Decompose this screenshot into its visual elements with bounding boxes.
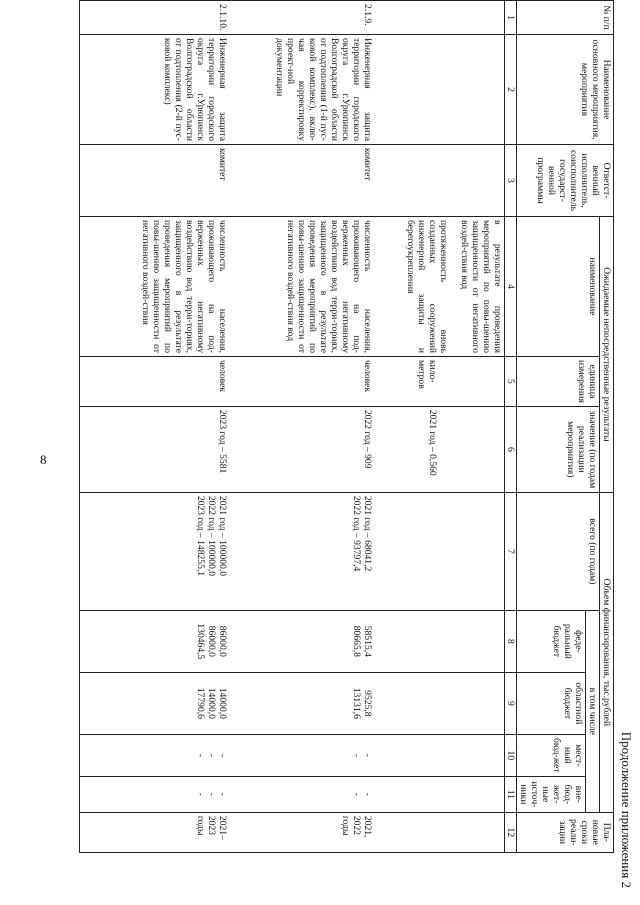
header-federal: феде-ральный бюджет: [517, 610, 586, 672]
row-result: численность населения, проживающего на под-верженных негативному воздействию вод терри-ториях, защищенного в результате проведения мероприятий по повы-шению защищенности от негативного воздей-ствия вод: [230, 217, 375, 357]
regional-value: 14000,0: [206, 687, 218, 719]
row-name: Инженерная защита территории городского округа г.Урюпинск Волгоградской области от подтопления (2-й пус-ковой комплекс): [80, 35, 230, 145]
col-num: 6: [505, 406, 517, 492]
header-local: мест-ный бюд-жет: [517, 734, 586, 776]
header-fin-incl: в том числе: [586, 610, 600, 812]
header-result-value: значение (по годам реализации мероприятия): [517, 406, 600, 492]
col-num: 8: [505, 610, 517, 672]
col-num: 9: [505, 672, 517, 734]
page-number: 8: [40, 452, 47, 467]
row-result: численность населения, проживающего на под-верженных негативному воздействию вод терри-ториях, защищенного в результате проведения мероприятий по повы-шению защищенности от негативного воздей-ствия: [80, 217, 230, 357]
header-financing: Объем финансирования, тыс.рублей: [600, 492, 614, 812]
header-years: Пла-новые сроки реали-зации: [517, 812, 614, 852]
header-extra: вне-бюд-жет-ные источ-ники: [517, 776, 586, 812]
extra-value: -: [195, 792, 207, 796]
row-no: 2.1.10.: [80, 1, 230, 35]
federal-value: 58515,4: [362, 625, 374, 657]
col-num: 7: [505, 492, 517, 610]
row-unit: человек: [230, 357, 375, 407]
extra-value: -: [362, 792, 374, 796]
row-responsible: комитет: [80, 145, 230, 217]
federal-value: 80665,8: [351, 625, 363, 657]
column-number-row: [505, 1, 517, 853]
header-results: Ожидаемые непосредственные результаты: [600, 217, 614, 493]
result-unit-km: кило-метров: [416, 360, 438, 389]
extra-value: -: [206, 792, 218, 796]
federal-value: 86000,0: [206, 625, 218, 657]
table-row: [230, 1, 375, 853]
local-value: -: [362, 753, 374, 757]
local-value: -: [195, 753, 207, 757]
header-responsible: Ответст-венный исполнитель, соисполнитель государст-венной программы: [517, 145, 614, 217]
total-value: 2021 год – 100000,0: [217, 495, 229, 577]
row-name: Инженерная защита территории городского округа г.Урюпинск Волгоградской области от подтопления (1-й пус-ковой комплекс), вклю-чая корректировку проект-ной документации: [230, 35, 375, 145]
row-no: 2.1.9.: [230, 1, 375, 35]
program-table: [79, 0, 614, 853]
local-value: -: [206, 753, 218, 757]
row-value: 2022 год – 909: [230, 406, 375, 492]
result-value-km: 2021 год – 0,560: [427, 409, 438, 476]
row-responsible: комитет: [230, 145, 375, 217]
regional-value: 17790,6: [195, 687, 207, 719]
col-num: 10: [505, 734, 517, 776]
federal-value: 130464,5: [195, 623, 207, 660]
header-result-name: наименование: [517, 217, 600, 357]
header-fin-total: всего (по годам): [517, 492, 600, 610]
regional-value: 9525,8: [362, 690, 374, 717]
table-row-continued: [375, 1, 505, 853]
col-num: 3: [505, 145, 517, 217]
extra-value: -: [351, 792, 363, 796]
total-value: 2022 год – 100000,0: [206, 495, 218, 577]
result-continued: в результате проведения мероприятий по повы-шению защищенности от негативного воздей-ствия вод: [459, 220, 503, 353]
result-length: протяженность вновь созданных сооружений инженерной защиты и берегоукрепления: [405, 220, 449, 353]
rotated-document: [50, 0, 640, 900]
col-num: 1: [505, 1, 517, 35]
col-num: 4: [505, 217, 517, 357]
row-unit: человек: [80, 357, 230, 407]
col-num: 5: [505, 357, 517, 407]
col-num: 11: [505, 776, 517, 812]
header-name: Наименование основного мероприятия, мероприятия: [517, 35, 614, 145]
table-row: [80, 1, 230, 853]
regional-value: 14000,0: [217, 687, 229, 719]
total-value: 2023 год – 148255,1: [195, 495, 207, 577]
continuation-label: Продолжение приложения 2: [619, 731, 634, 888]
local-value: -: [351, 753, 363, 757]
row-years: 2021, 2022 годы: [230, 812, 375, 852]
extra-value: -: [217, 792, 229, 796]
total-value: 2021 год – 68041,2: [362, 495, 374, 572]
federal-value: 86000,0: [217, 625, 229, 657]
row-value: 2023 год – 5581: [80, 406, 230, 492]
header-result-unit: единица измерения: [517, 357, 600, 407]
local-value: -: [217, 753, 229, 757]
regional-value: 13131,6: [351, 687, 363, 719]
header-no: № п/п: [517, 1, 614, 35]
header-row-1: [600, 1, 614, 853]
row-years: 2021–2023 годы: [80, 812, 230, 852]
col-num: 12: [505, 812, 517, 852]
col-num: 2: [505, 35, 517, 145]
total-value: 2022 год – 93797,4: [351, 495, 363, 572]
header-regional: областной бюджет: [517, 672, 586, 734]
